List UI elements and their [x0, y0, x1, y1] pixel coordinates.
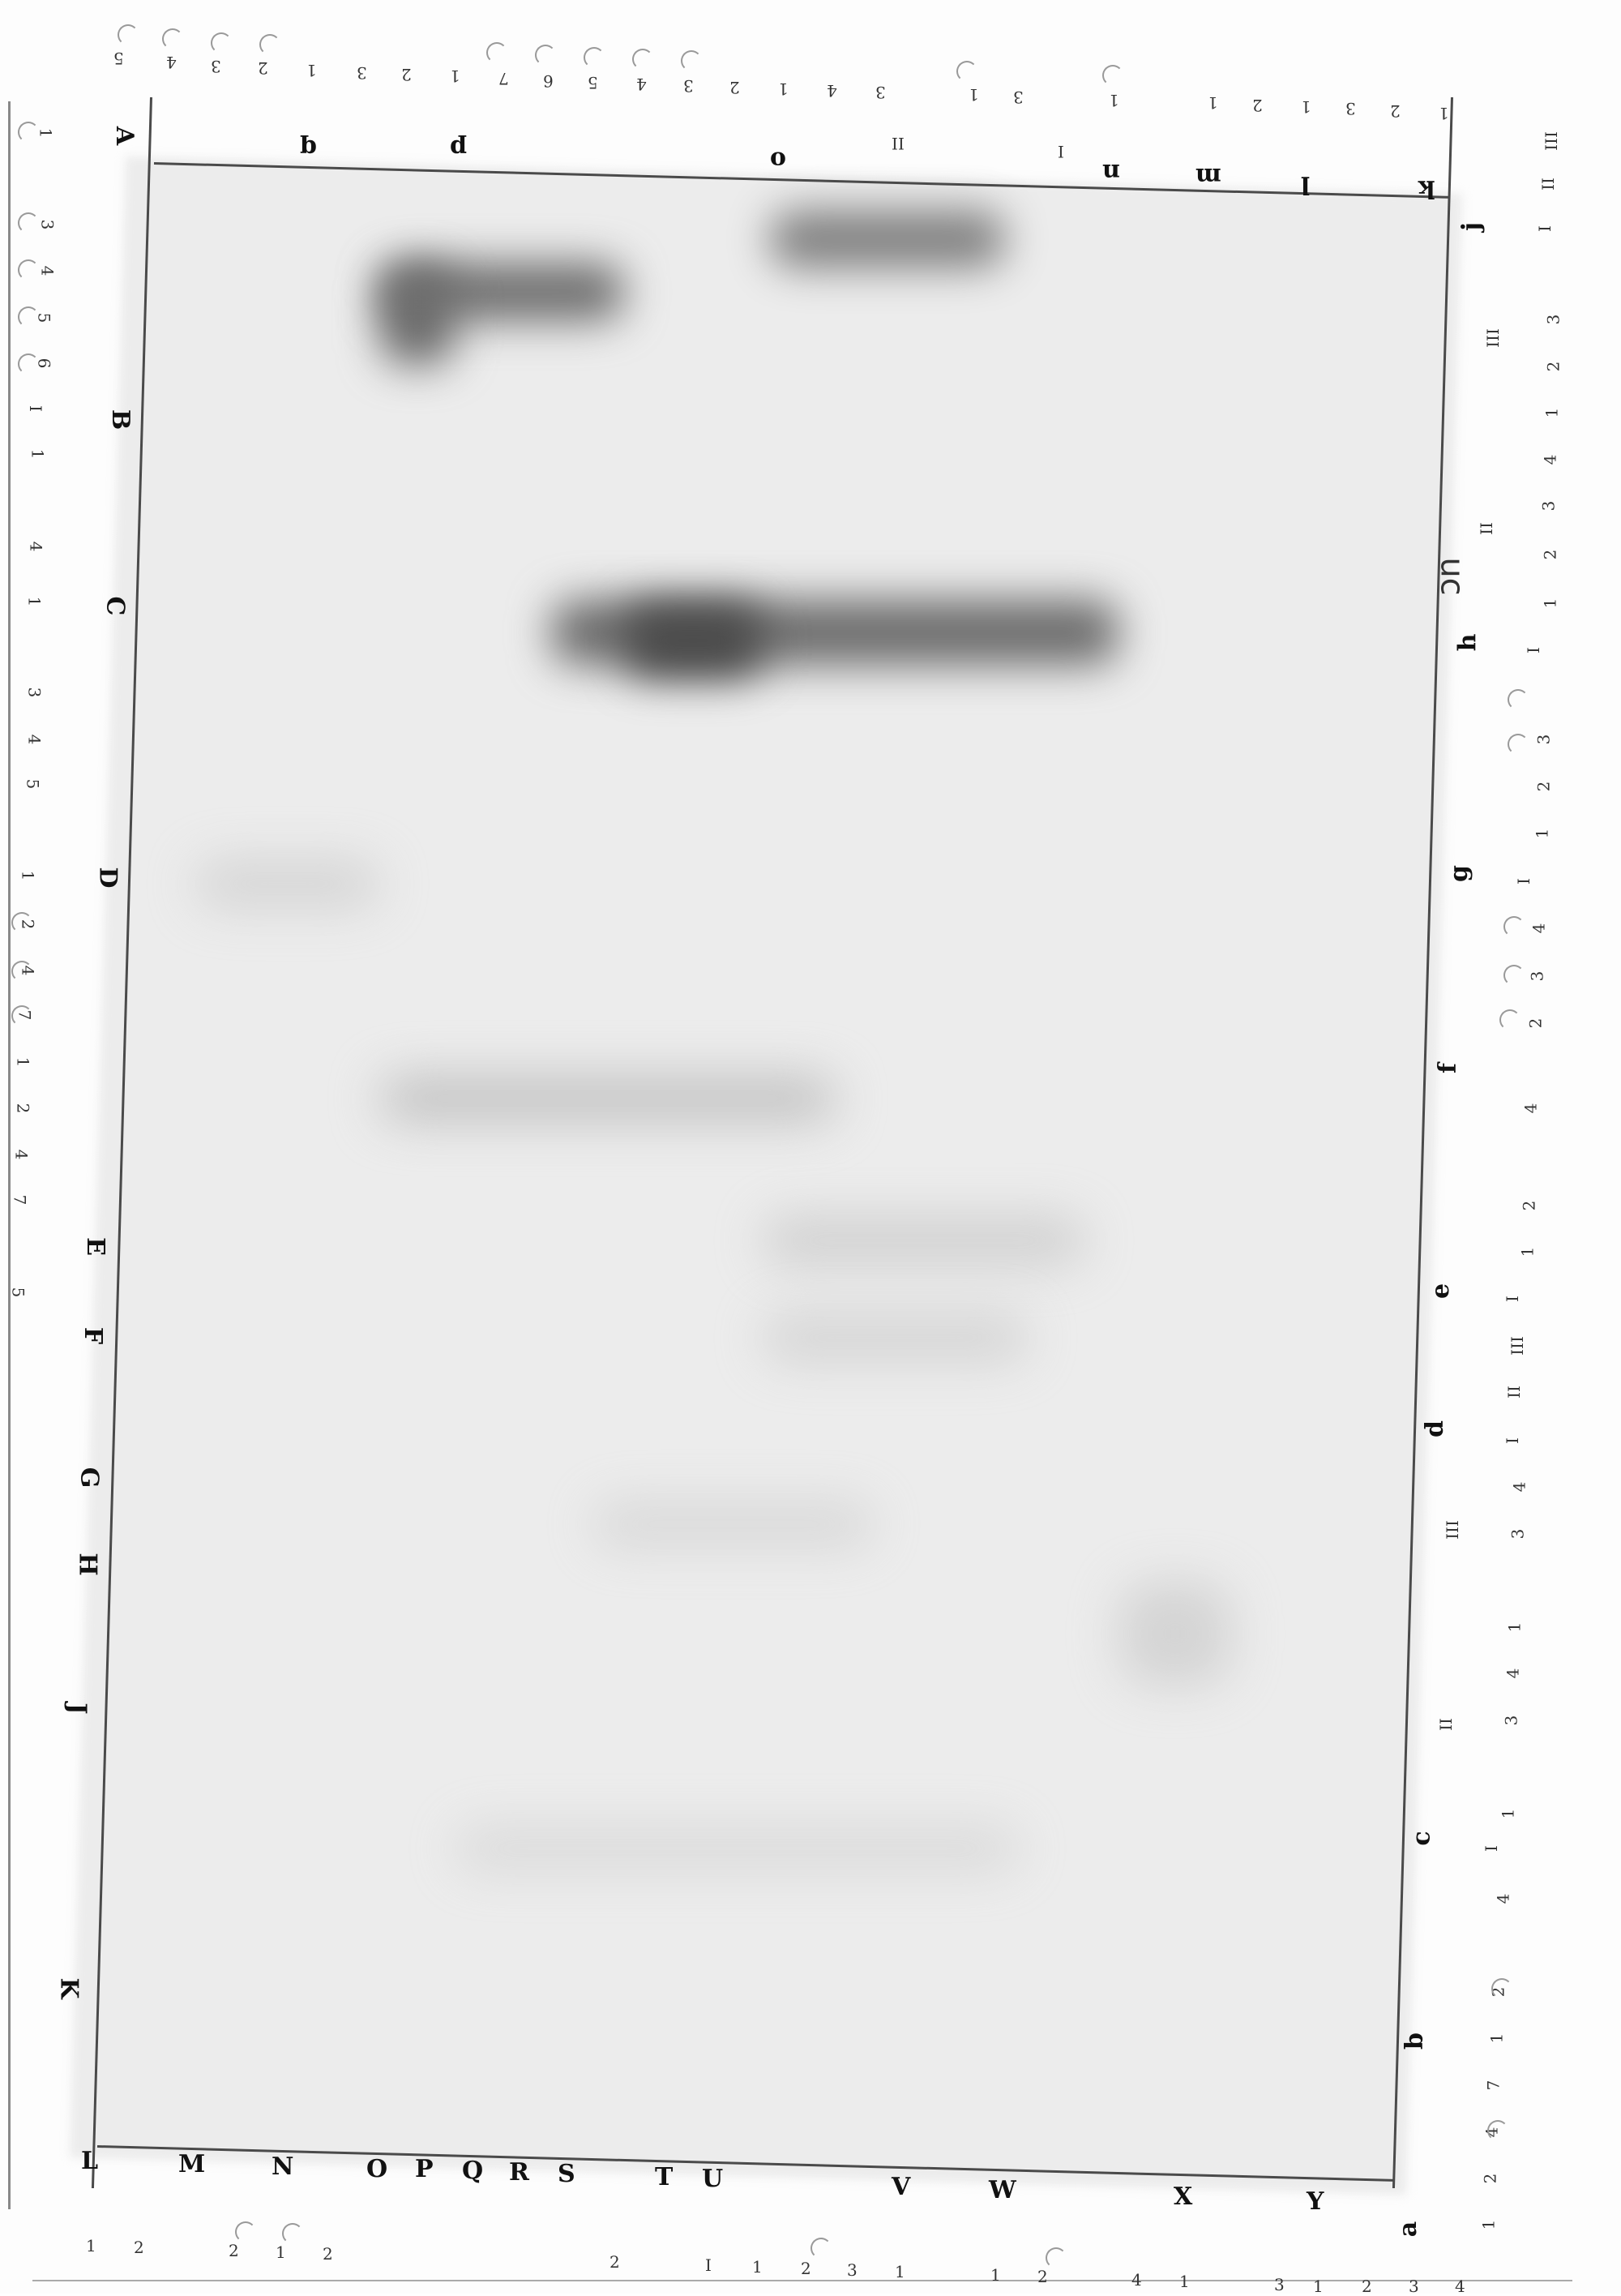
bottom-digit: I [705, 2255, 712, 2275]
left-digit: 1 [24, 596, 45, 607]
bottom-digit: 2 [609, 2252, 620, 2272]
frame-outer-bottom [32, 2280, 1572, 2281]
bottom-digit: 1 [752, 2257, 763, 2277]
left-section-D: D [93, 867, 122, 889]
top-digit: 5 [113, 49, 124, 68]
top-digit: 2 [729, 78, 740, 97]
left-digit: 1 [18, 870, 38, 881]
punch-hole [11, 912, 32, 933]
left-digit: 4 [37, 265, 58, 276]
left-section-C: C [101, 596, 130, 616]
right-roman: II [1476, 522, 1496, 535]
left-section-A: A [110, 126, 139, 146]
right-roman: III [1507, 1336, 1527, 1356]
right-section-b: b [1400, 2033, 1429, 2050]
right-roman: III [1482, 328, 1503, 348]
right-section-j: j [1456, 222, 1486, 231]
top-digit: 3 [875, 83, 886, 102]
left-digit: 5 [8, 1287, 28, 1298]
top-digit: 4 [636, 75, 647, 94]
bottom-digit: 2 [229, 2241, 239, 2260]
right-section-d: d [1420, 1420, 1449, 1437]
left-section-F: F [79, 1326, 108, 1345]
right-digit: 1 [1540, 598, 1560, 609]
top-section-m: m [1195, 162, 1221, 191]
bottom-section-X: X [1174, 2182, 1193, 2211]
punch-hole [259, 34, 280, 55]
punch-hole [486, 42, 507, 63]
bottom-digit: 1 [86, 2236, 96, 2255]
right-digit: 3 [1533, 734, 1554, 745]
right-digit: 3 [1538, 500, 1559, 512]
right-section-e: e [1426, 1283, 1456, 1300]
right-digit: 4 [1509, 1481, 1529, 1493]
right-section-c: c [1407, 1831, 1436, 1846]
punch-hole [1487, 2120, 1508, 2141]
left-digit: 1 [36, 127, 56, 139]
right-digit: 3 [1501, 1715, 1521, 1726]
punch-hole [1046, 2247, 1067, 2268]
left-digit: 7 [10, 1194, 30, 1206]
left-section-H: H [73, 1553, 102, 1576]
right-digit: 1 [1542, 407, 1562, 418]
right-digit: 4 [1482, 2127, 1502, 2138]
blurred-heading-mark [770, 211, 1005, 268]
left-section-B: B [106, 409, 135, 430]
punch-hole [632, 49, 653, 70]
right-digit: 2 [1533, 781, 1554, 792]
top-section-k: k [1418, 174, 1435, 203]
top-section-q: q [300, 134, 317, 162]
bottom-section-V: V [892, 2173, 911, 2201]
top-digit: 1 [969, 85, 979, 105]
top-digit: 1 [778, 79, 789, 99]
bottom-section-O: O [366, 2155, 388, 2183]
right-roman: I [1523, 647, 1543, 653]
bottom-digit: 2 [134, 2238, 144, 2257]
left-section-J: J [62, 1703, 92, 1715]
punch-hole [211, 32, 232, 54]
top-digit: 4 [827, 81, 837, 101]
right-digit: 4 [1529, 923, 1549, 934]
right-digit: 2 [1525, 1017, 1546, 1029]
punch-hole [162, 28, 183, 49]
left-digit: 4 [24, 734, 45, 745]
top-digit: I [1058, 142, 1064, 161]
top-digit: 1 [1439, 104, 1449, 123]
right-roman: III [1442, 1520, 1462, 1540]
bottom-section-S: S [558, 2160, 575, 2188]
punch-hole [1508, 734, 1529, 755]
bottom-section-P: P [415, 2155, 434, 2183]
punch-hole [956, 61, 977, 82]
bottom-section-R: R [509, 2158, 529, 2187]
left-digit: I [25, 405, 45, 412]
right-digit: 2 [1540, 549, 1560, 560]
top-digit: 3 [211, 57, 221, 76]
right-section-a: a [1394, 2221, 1423, 2238]
blurred-text-line [1118, 1581, 1232, 1686]
punch-hole [1499, 1009, 1520, 1030]
bottom-section-W: W [989, 2176, 1016, 2204]
bottom-digit: 2 [1037, 2267, 1048, 2286]
right-digit: 3 [1527, 970, 1547, 982]
left-digit: 4 [11, 1149, 32, 1160]
frame-outer-left [8, 101, 11, 2209]
punch-hole [11, 961, 32, 982]
punch-hole [118, 24, 139, 45]
bottom-digit: 1 [895, 2262, 905, 2281]
right-section-h: h [1453, 633, 1482, 652]
top-digit: 7 [498, 69, 509, 88]
punch-hole [18, 122, 39, 143]
punch-hole [1508, 689, 1529, 710]
bottom-section-N: N [272, 2152, 294, 2181]
punch-hole [1503, 916, 1525, 937]
left-digit: 2 [13, 1103, 33, 1114]
right-section-f: f [1433, 1063, 1462, 1073]
top-digit: 6 [543, 71, 554, 91]
right-digit: 3 [1543, 314, 1563, 325]
top-digit: 1 [1208, 93, 1218, 113]
right-digit: 1 [1478, 2219, 1499, 2230]
right-digit: 1 [1498, 1808, 1518, 1819]
right-digit: 2 [1543, 361, 1563, 372]
bottom-digit: 1 [990, 2265, 1001, 2285]
blurred-text-line [454, 1824, 1021, 1873]
punch-hole [584, 47, 605, 68]
bottom-digit: 4 [1131, 2270, 1142, 2290]
right-roman: II [1538, 178, 1558, 191]
top-digit: 4 [166, 53, 177, 72]
bottom-digit: 2 [801, 2259, 811, 2278]
right-digit: 4 [1493, 1893, 1513, 1904]
right-digit: 1 [1532, 828, 1552, 839]
top-digit: 2 [1252, 96, 1263, 115]
right-digit: 1 [1517, 1246, 1538, 1257]
punch-hole [681, 50, 702, 71]
punch-hole [18, 259, 39, 281]
right-roman: I [1481, 1845, 1501, 1852]
left-digit: 5 [23, 778, 43, 790]
right-digit: 4 [1503, 1668, 1523, 1679]
bottom-section-M: M [178, 2150, 206, 2178]
blurred-text-line [592, 1500, 875, 1549]
right-digit: 7 [1483, 2080, 1503, 2091]
punch-hole [282, 2223, 303, 2244]
bottom-section-Y: Y [1307, 2187, 1324, 2216]
top-digit: 2 [401, 65, 412, 84]
blurred-text-line [762, 1313, 1029, 1362]
top-digit: 3 [357, 63, 367, 83]
bottom-digit: 1 [1313, 2277, 1324, 2296]
left-digit: 3 [24, 687, 45, 698]
top-section-n: n [1102, 158, 1120, 186]
right-digit: 2 [1488, 1986, 1508, 1998]
bottom-section-T: T [655, 2163, 674, 2191]
punch-hole [11, 1005, 35, 1026]
left-section-K: K [54, 1977, 83, 1999]
top-digit: 3 [683, 76, 694, 96]
left-digit: 3 [37, 219, 58, 230]
top-digit: 1 [1109, 91, 1119, 110]
top-digit: 1 [1301, 97, 1311, 117]
top-section-p: p [450, 134, 467, 162]
bottom-digit: 1 [276, 2242, 286, 2262]
bottom-digit: 4 [1455, 2277, 1465, 2296]
blurred-text-line [381, 1078, 835, 1119]
bottom-section-Q: Q [462, 2157, 484, 2185]
left-digit: 2 [18, 919, 38, 930]
top-digit: 3 [1013, 88, 1024, 107]
bottom-digit: 2 [323, 2244, 333, 2264]
top-digit: 2 [1390, 101, 1401, 121]
left-section-G: G [75, 1467, 104, 1489]
punch-hole [18, 353, 39, 375]
punch-hole [1491, 1978, 1512, 1999]
left-digit: 7 [15, 1009, 35, 1021]
top-digit: II [892, 134, 905, 153]
punch-hole [235, 2221, 256, 2242]
visible-text-fragment: uc [1433, 557, 1471, 596]
blurred-text-line [195, 859, 381, 908]
left-digit: 6 [34, 358, 54, 369]
bottom-section-L: L [81, 2147, 99, 2175]
top-digit: 2 [258, 58, 268, 78]
right-section-g: g [1444, 865, 1473, 882]
right-roman: I [1513, 878, 1533, 885]
blurred-title-mark [624, 604, 762, 677]
top-digit: 3 [1345, 99, 1356, 118]
left-digit: 1 [13, 1056, 33, 1068]
right-digit: 1 [1504, 1621, 1525, 1633]
top-section-o: o [770, 146, 787, 174]
right-roman: III [1541, 131, 1561, 151]
right-roman: II [1503, 1386, 1524, 1399]
top-section-l: l [1301, 170, 1311, 199]
right-digit: 4 [1540, 454, 1560, 465]
right-roman: I [1502, 1296, 1522, 1302]
left-digit: 1 [28, 448, 48, 460]
bottom-digit: 3 [1274, 2275, 1285, 2294]
blurred-content-area [70, 156, 1462, 2195]
right-roman: II [1435, 1718, 1456, 1731]
left-digit: 4 [26, 541, 46, 552]
left-section-E: E [80, 1237, 109, 1256]
bottom-digit: 1 [1179, 2272, 1190, 2291]
bottom-digit: 2 [1362, 2277, 1372, 2296]
right-digit: 4 [1520, 1103, 1541, 1114]
top-digit: 1 [450, 66, 460, 86]
right-digit: 3 [1508, 1528, 1528, 1540]
right-digit: 2 [1480, 2173, 1500, 2184]
bottom-digit: 3 [1409, 2277, 1419, 2296]
punch-hole [18, 306, 39, 328]
right-digit: 2 [1519, 1200, 1539, 1211]
blurred-heading-mark [381, 268, 454, 365]
left-digit: 5 [34, 312, 54, 323]
bottom-digit: 3 [847, 2260, 858, 2280]
left-digit: 4 [18, 965, 38, 976]
right-roman: I [1534, 225, 1555, 232]
punch-hole [1503, 965, 1525, 986]
blurred-text-line [762, 1216, 1086, 1265]
punch-hole [810, 2238, 832, 2259]
top-digit: 1 [306, 61, 317, 80]
punch-hole [1102, 65, 1123, 86]
right-roman: I [1502, 1437, 1522, 1444]
punch-hole [18, 212, 39, 233]
bottom-section-U: U [702, 2165, 724, 2193]
top-digit: 5 [588, 73, 598, 92]
right-digit: 1 [1486, 2033, 1507, 2044]
punch-hole [535, 45, 556, 66]
